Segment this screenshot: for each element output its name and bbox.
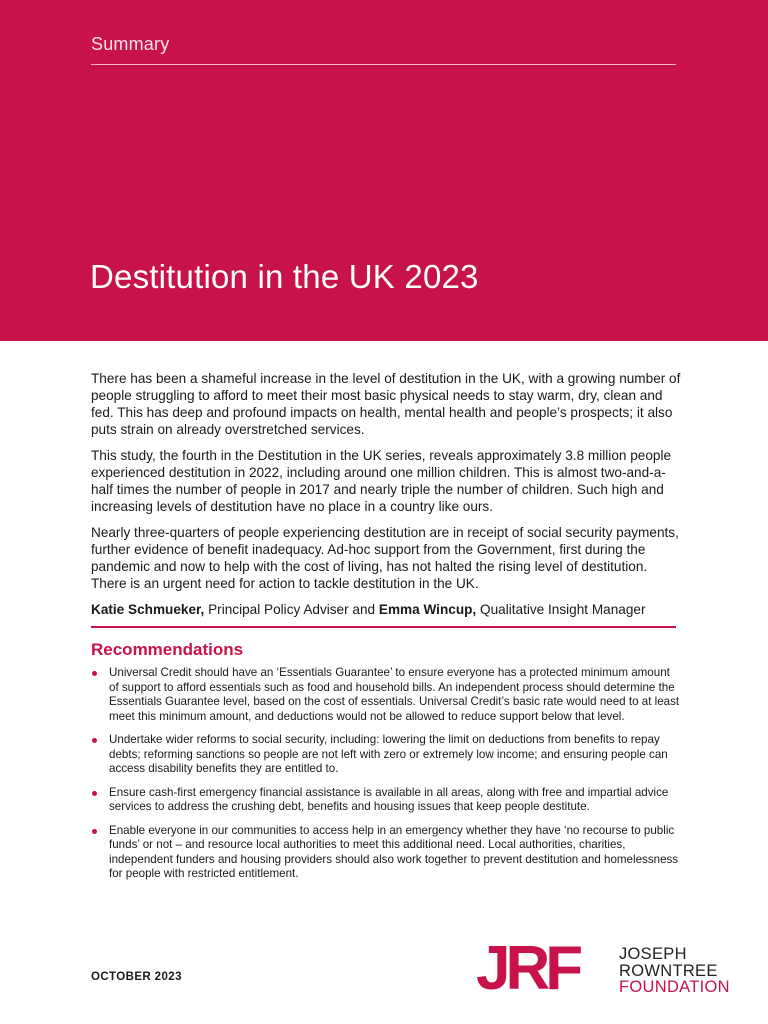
logo-line-2: ROWNTREE: [619, 961, 718, 980]
author-role: Principal Policy Adviser and: [204, 602, 379, 617]
author-name: Emma Wincup,: [378, 602, 477, 617]
list-item: Universal Credit should have an ‘Essentials Guarantee’ to ensure everyone has a protected minimum amount of support to afford essentials such as food and household bills. An independent process should determine the Essentials Guarantee level, based on the cost of essentials. Universal Credit’s basic rate would need to at least meet this minimum amount, and deductions would not be allowed to reduce support below that level.: [91, 666, 681, 724]
logo-wordmark: [619, 946, 730, 996]
logo-line-1: JOSEPH: [619, 945, 687, 963]
logo-line-3: FOUNDATION: [619, 978, 730, 996]
intro-paragraph: There has been a shameful increase in the level of destitution in the UK, with a growing number of people struggling to afford to meet their most basic physical needs to stay warm, dry, clean and fed. This has deep and profound impacts on health, mental health and people’s prospects; it also puts strain on already overstretched services.: [91, 371, 681, 437]
publication-date: OCTOBER 2023: [91, 971, 182, 983]
jrf-logo: [476, 934, 746, 1003]
bullet-icon: [92, 791, 97, 796]
summary-body: [91, 370, 681, 891]
list-item: Enable everyone in our communities to access help in an emergency whether they have ‘no recourse to public funds’ or not – and resource local authorities to meet this additional need. Local authorities, charities, independent funders and housing providers should also work together to prevent destitution and homelessness for people with restricted entitlement.: [91, 824, 681, 882]
recommendations-list: [91, 666, 681, 882]
list-item: Undertake wider reforms to social security, including: lowering the limit on deductions from benefits to repay debts; reforming sanctions so people are not left with zero or extremely low income; and ensuring people can access disability benefits they are entitled to.: [91, 733, 681, 777]
author-role: Qualitative Insight Manager: [476, 602, 646, 617]
author-credits: [91, 601, 681, 618]
intro-paragraph: Nearly three-quarters of people experiencing destitution are in receipt of social security payments, further evidence of benefit inadequacy. Ad-hoc support from the Government, first during the pandemic and now to help with the cost of living, has not halted the rising level of destitution. There is an urgent need for action to tackle destitution in the UK.: [91, 525, 679, 591]
bullet-icon: [92, 738, 97, 743]
logo-mark: JRF: [476, 934, 579, 1003]
recommendations-heading: Recommendations: [91, 640, 244, 659]
intro-paragraph: This study, the fourth in the Destitution in the UK series, reveals approximately 3.8 million people experienced destitution in 2022, including around one million children. This is almost two-and-a-half times the number of people in 2017 and nearly triple the number of children. Such high and increasing levels of destitution have no place in a country like ours.: [91, 448, 672, 514]
bullet-icon: [92, 829, 97, 834]
section-kicker: Summary: [91, 34, 170, 54]
kicker-divider: [91, 64, 676, 65]
header-banner: [0, 0, 768, 341]
section-divider: [91, 626, 676, 628]
author-name: Katie Schmueker,: [91, 602, 205, 617]
document-title: Destitution in the UK 2023: [90, 258, 479, 295]
list-item: Ensure cash-first emergency financial assistance is available in all areas, along with free and impartial advice services to address the crushing debt, benefits and housing issues that keep people destitute.: [91, 786, 681, 815]
bullet-icon: [92, 671, 97, 676]
